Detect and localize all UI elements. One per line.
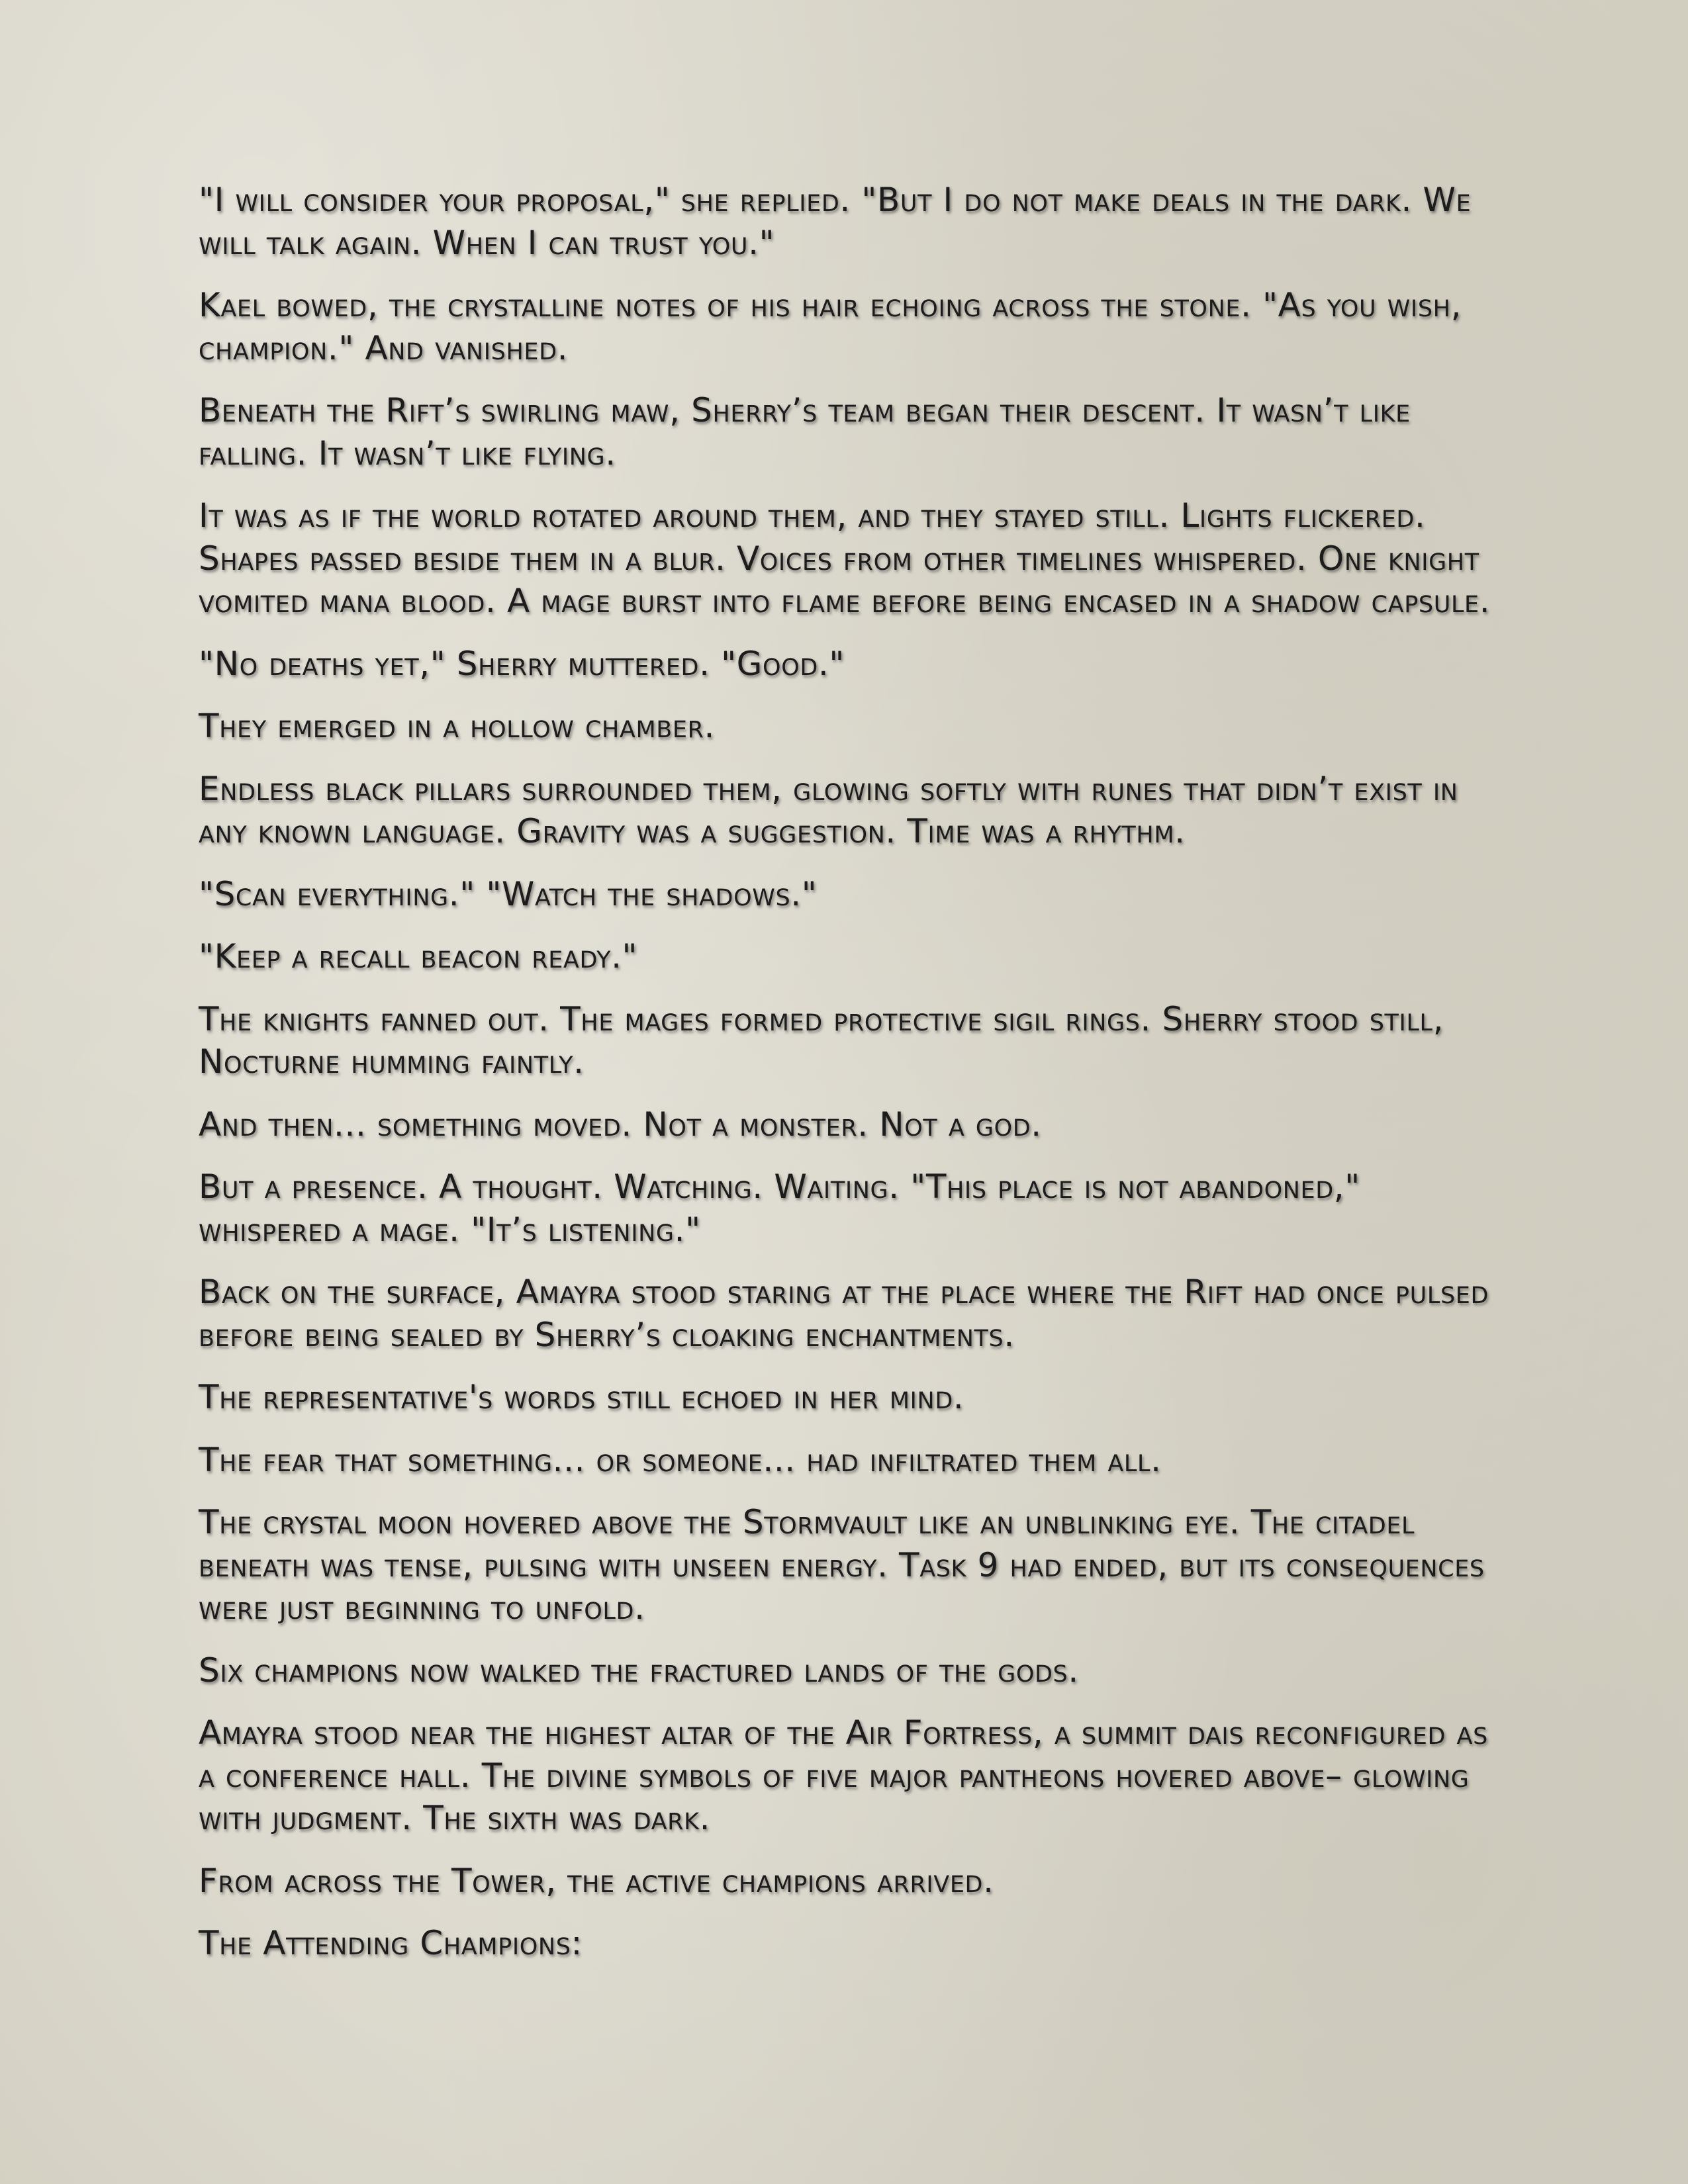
- paragraph: They emerged in a hollow chamber.: [199, 707, 716, 745]
- paragraph: "Keep a recall beacon ready.": [199, 937, 638, 976]
- paragraph: "I will consider your proposal," she replied. "But I do not make deals in the dark. We will talk again. When I can trust you.": [199, 181, 1472, 262]
- paragraph: Back on the surface, Amayra stood staring at the place where the Rift had once pulsed before being sealed by Sherry’s cloaking enchantments.: [199, 1273, 1489, 1354]
- paragraph: Amayra stood near the highest altar of the Air Fortress, a summit dais reconfigured as a conference hall. The divine symbols of five major pantheons hovered above– glowing with judgment. The sixth was dark.: [199, 1713, 1488, 1837]
- paragraph: The knights fanned out. The mages formed protective sigil rings. Sherry stood still, Nocturne humming faintly.: [199, 999, 1444, 1081]
- paragraph: From across the Tower, the active champions arrived.: [199, 1861, 994, 1900]
- paragraph: "Scan everything." "Watch the shadows.": [199, 874, 818, 913]
- paragraph: The crystal moon hovered above the Stormvault like an unblinking eye. The citadel beneath was tense, pulsing with unseen energy. Task 9 had ended, but its consequences were just beginning to unfold.: [199, 1503, 1485, 1627]
- paragraph: Beneath the Rift’s swirling maw, Sherry’s team began their descent. It wasn’t like falling. It wasn’t like flying.: [199, 391, 1411, 473]
- paragraph: Kael bowed, the crystalline notes of his hair echoing across the stone. "As you wish, champion." And vanished.: [199, 286, 1462, 367]
- paragraph: And then... something moved. Not a monster. Not a god.: [199, 1105, 1042, 1144]
- paragraph: Six champions now walked the fractured lands of the gods.: [199, 1651, 1079, 1690]
- paragraph: The fear that something... or someone... had infiltrated them all.: [199, 1440, 1162, 1479]
- paragraph: "No deaths yet," Sherry muttered. "Good.": [199, 644, 845, 683]
- paragraph: But a presence. A thought. Watching. Waiting. "This place is not abandoned," whispered a mage. "It’s listening.": [199, 1167, 1360, 1249]
- paragraph: The representative's words still echoed in her mind.: [199, 1378, 964, 1416]
- section-heading: The Attending Champions:: [199, 1924, 583, 1962]
- paragraph: It was as if the world rotated around them, and they stayed still. Lights flickered. Shapes passed beside them in a blur. Voices from other timelines whispered. One knight vomited mana blood. A mage burst into flame before being encased in a shadow capsule.: [199, 496, 1491, 620]
- paragraph: Endless black pillars surrounded them, glowing softly with runes that didn’t exist in any known language. Gravity was a suggestion. Time was a rhythm.: [199, 769, 1458, 850]
- document-page: [199, 179, 1496, 1985]
